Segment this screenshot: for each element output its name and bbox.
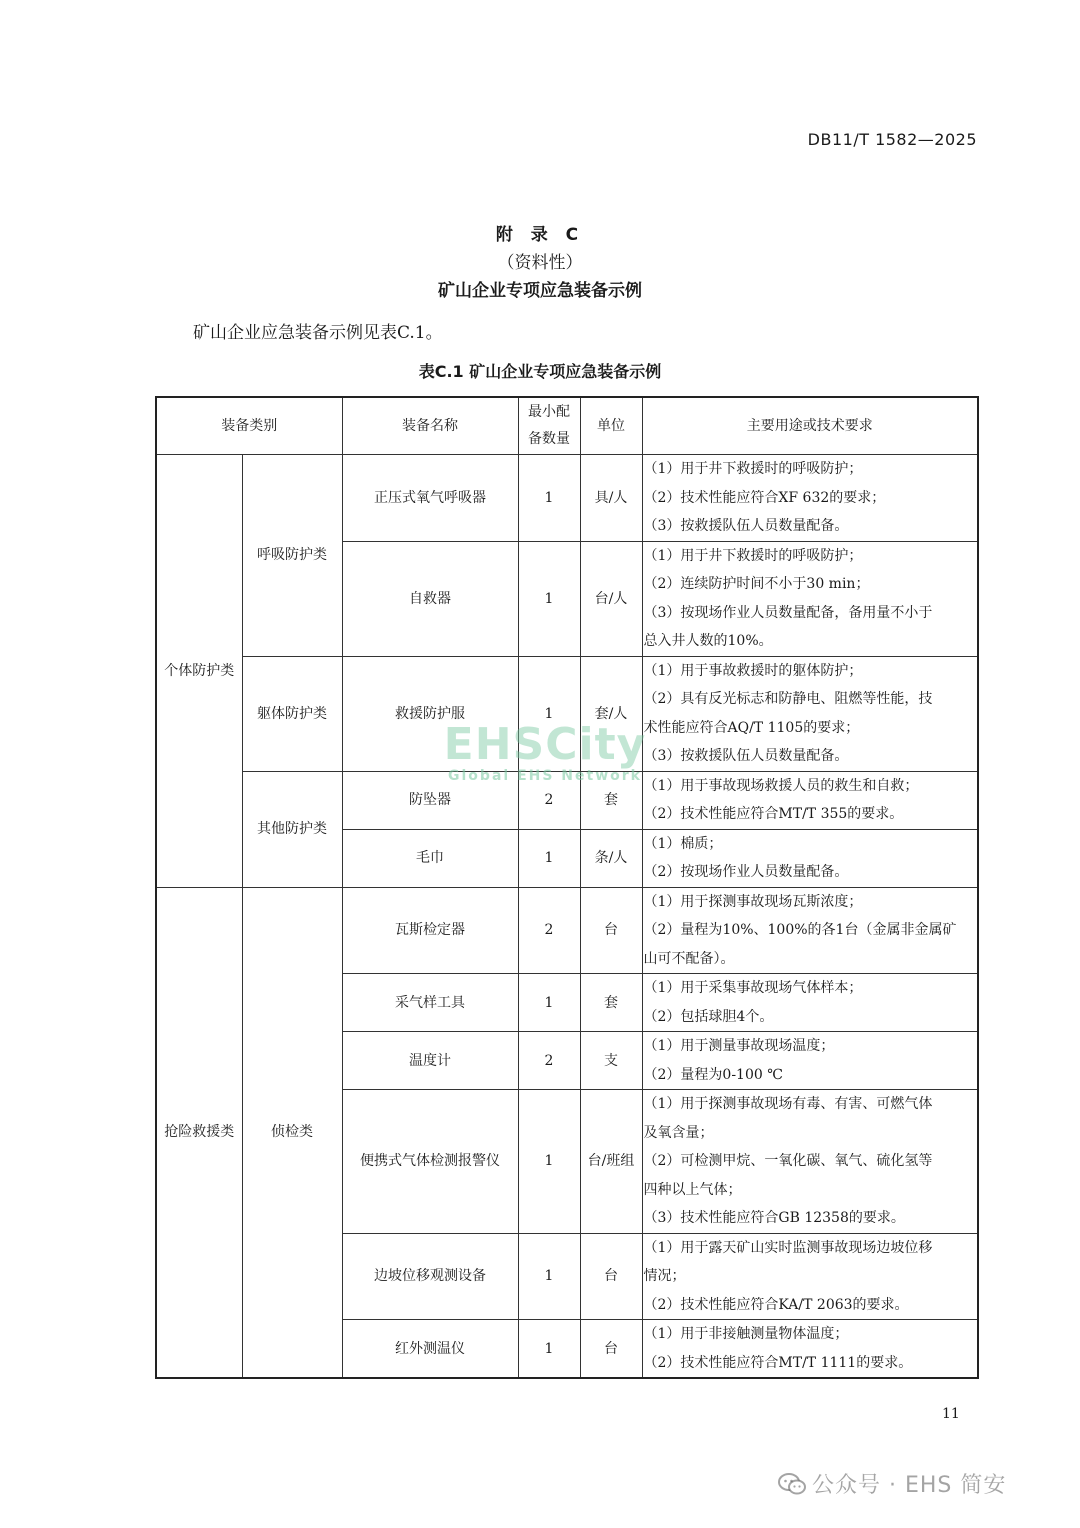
header-unit: 单位 — [580, 397, 642, 455]
equipment-name: 毛巾 — [342, 829, 518, 887]
equipment-name: 瓦斯检定器 — [342, 887, 518, 974]
header-requirements: 主要用途或技术要求 — [642, 397, 978, 455]
watermark-brand: EHSCity — [443, 719, 647, 770]
subgroup-detection: 侦检类 — [242, 887, 342, 1378]
equipment-name: 自救器 — [342, 541, 518, 656]
equipment-unit: 台 — [580, 1320, 642, 1379]
group-personal: 个体防护类 — [156, 455, 242, 888]
equipment-requirements — [642, 974, 978, 1032]
appendix-label: 附 录 C — [495, 225, 585, 245]
equipment-unit: 台/人 — [580, 541, 642, 656]
equipment-requirements — [642, 829, 978, 887]
equipment-unit: 套/人 — [580, 656, 642, 771]
requirement-line: （1）用于井下救援时的呼吸防护； — [643, 547, 863, 564]
equipment-name: 正压式氧气呼吸器 — [342, 455, 518, 542]
requirement-line: （2）量程为0-100 ℃ — [643, 1066, 783, 1083]
requirement-line: （1）用于事故救援时的躯体防护； — [643, 662, 863, 679]
requirement-line: （1）棉质； — [643, 835, 723, 852]
equipment-unit: 套 — [580, 771, 642, 829]
requirement-line: （1）用于露天矿山实时监测事故现场边坡位移 — [643, 1239, 933, 1256]
equipment-requirements — [642, 1090, 978, 1234]
equipment-name: 防坠器 — [342, 771, 518, 829]
requirement-line: （3）按现场作业人员数量配备，备用量不小于 — [643, 604, 933, 621]
requirement-line: （2）包括球胆4个。 — [643, 1008, 774, 1025]
table-header-row — [156, 397, 978, 455]
equipment-name: 救援防护服 — [342, 656, 518, 771]
appendix-title: 矿山企业专项应急装备示例 — [438, 281, 642, 301]
header-min-qty-line2: 备数量 — [528, 431, 570, 447]
requirement-line: （2）具有反光标志和防静电、阻燃等性能，技 — [643, 691, 933, 707]
equipment-requirements — [642, 1233, 978, 1320]
equipment-unit: 台/班组 — [580, 1090, 642, 1234]
requirement-line: （3）技术性能应符合GB 12358的要求。 — [643, 1210, 905, 1226]
requirement-line: （2）技术性能应符合XF 632的要求； — [643, 489, 886, 506]
equipment-name: 便携式气体检测报警仪 — [342, 1090, 518, 1234]
requirement-line: （2）技术性能应符合MT/T 355的要求。 — [643, 806, 904, 822]
equipment-name: 采气样工具 — [342, 974, 518, 1032]
requirement-line: （2）技术性能应符合KA/T 2063的要求。 — [643, 1296, 909, 1313]
intro-paragraph: 矿山企业应急装备示例见表C.1。 — [193, 323, 443, 343]
equipment-name: 温度计 — [342, 1032, 518, 1090]
requirement-line: 情况； — [643, 1268, 686, 1284]
requirement-line: 总入井人数的10%。 — [643, 633, 773, 649]
requirement-line: （1）用于井下救援时的呼吸防护； — [643, 461, 863, 477]
equipment-requirements — [642, 455, 978, 542]
page-number: 11 — [942, 1406, 960, 1422]
account-watermark — [778, 1468, 1006, 1499]
header-category: 装备类别 — [156, 397, 342, 455]
table-row — [156, 656, 978, 771]
equipment-requirements — [642, 887, 978, 974]
group-rescue: 抢险救援类 — [156, 887, 242, 1378]
equipment-requirements — [642, 771, 978, 829]
requirement-line: （2）按现场作业人员数量配备。 — [643, 864, 849, 880]
requirement-line: （2）可检测甲烷、一氧化碳、氧气、硫化氢等 — [643, 1153, 933, 1169]
requirement-line: （2）量程为10%、100%的各1台（金属非金属矿 — [643, 922, 957, 938]
equipment-qty: 1 — [518, 541, 580, 656]
equipment-unit: 台 — [580, 1233, 642, 1320]
equipment-qty: 1 — [518, 1090, 580, 1234]
equipment-requirements — [642, 1032, 978, 1090]
requirement-line: （1）用于非接触测量物体温度； — [643, 1326, 849, 1342]
watermark-tagline: Global EHS Network — [448, 768, 642, 784]
appendix-nature: （资料性） — [497, 253, 583, 273]
equipment-unit: 台 — [580, 887, 642, 974]
equipment-qty: 1 — [518, 656, 580, 771]
equipment-qty: 2 — [518, 771, 580, 829]
requirement-line: （3）按救援队伍人员数量配备。 — [643, 748, 849, 764]
requirement-line: 术性能应符合AQ/T 1105的要求； — [643, 719, 860, 736]
requirement-line: （1）用于事故现场救援人员的救生和自救； — [643, 777, 919, 794]
equipment-qty: 2 — [518, 1032, 580, 1090]
table-caption: 表C.1 矿山企业专项应急装备示例 — [418, 362, 662, 381]
requirement-line: 及氧含量； — [643, 1124, 714, 1141]
equipment-qty: 1 — [518, 1233, 580, 1320]
requirement-line: （1）用于探测事故现场有毒、有害、可燃气体 — [643, 1096, 933, 1112]
equipment-requirements — [642, 541, 978, 656]
requirement-line: （1）用于测量事故现场温度； — [643, 1038, 835, 1054]
wechat-icon — [778, 1473, 806, 1495]
equipment-unit: 具/人 — [580, 455, 642, 542]
requirement-line: （3）按救援队伍人员数量配备。 — [643, 518, 849, 534]
header-name: 装备名称 — [342, 397, 518, 455]
requirement-line: 四种以上气体； — [643, 1181, 742, 1198]
equipment-unit: 条/人 — [580, 829, 642, 887]
equipment-name: 红外测温仪 — [342, 1320, 518, 1379]
equipment-requirements — [642, 1320, 978, 1379]
table-row — [156, 771, 978, 829]
equipment-requirements — [642, 656, 978, 771]
header-min-qty — [518, 397, 580, 455]
equipment-table — [155, 396, 979, 1379]
equipment-qty: 2 — [518, 887, 580, 974]
equipment-qty: 1 — [518, 829, 580, 887]
requirement-line: （1）用于探测事故现场瓦斯浓度； — [643, 893, 863, 910]
subgroup-other: 其他防护类 — [242, 771, 342, 887]
requirement-line: 山可不配备）。 — [643, 950, 735, 967]
account-name: 公众号 · EHS 简安 — [812, 1473, 1007, 1498]
requirement-line: （2）技术性能应符合MT/T 1111的要求。 — [643, 1354, 913, 1371]
equipment-name: 边坡位移观测设备 — [342, 1233, 518, 1320]
equipment-qty: 1 — [518, 455, 580, 542]
equipment-qty: 1 — [518, 1320, 580, 1379]
requirement-line: （2）连续防护时间不小于30 min； — [643, 576, 870, 592]
header-min-qty-line1: 最小配 — [528, 404, 570, 420]
table-row — [156, 455, 978, 542]
equipment-unit: 支 — [580, 1032, 642, 1090]
requirement-line: （1）用于采集事故现场气体样本； — [643, 980, 863, 996]
equipment-qty: 1 — [518, 974, 580, 1032]
subgroup-body: 躯体防护类 — [242, 656, 342, 771]
subgroup-respiratory: 呼吸防护类 — [242, 455, 342, 657]
standard-code: DB11/T 1582—2025 — [807, 130, 977, 149]
table-row — [156, 887, 978, 974]
equipment-unit: 套 — [580, 974, 642, 1032]
